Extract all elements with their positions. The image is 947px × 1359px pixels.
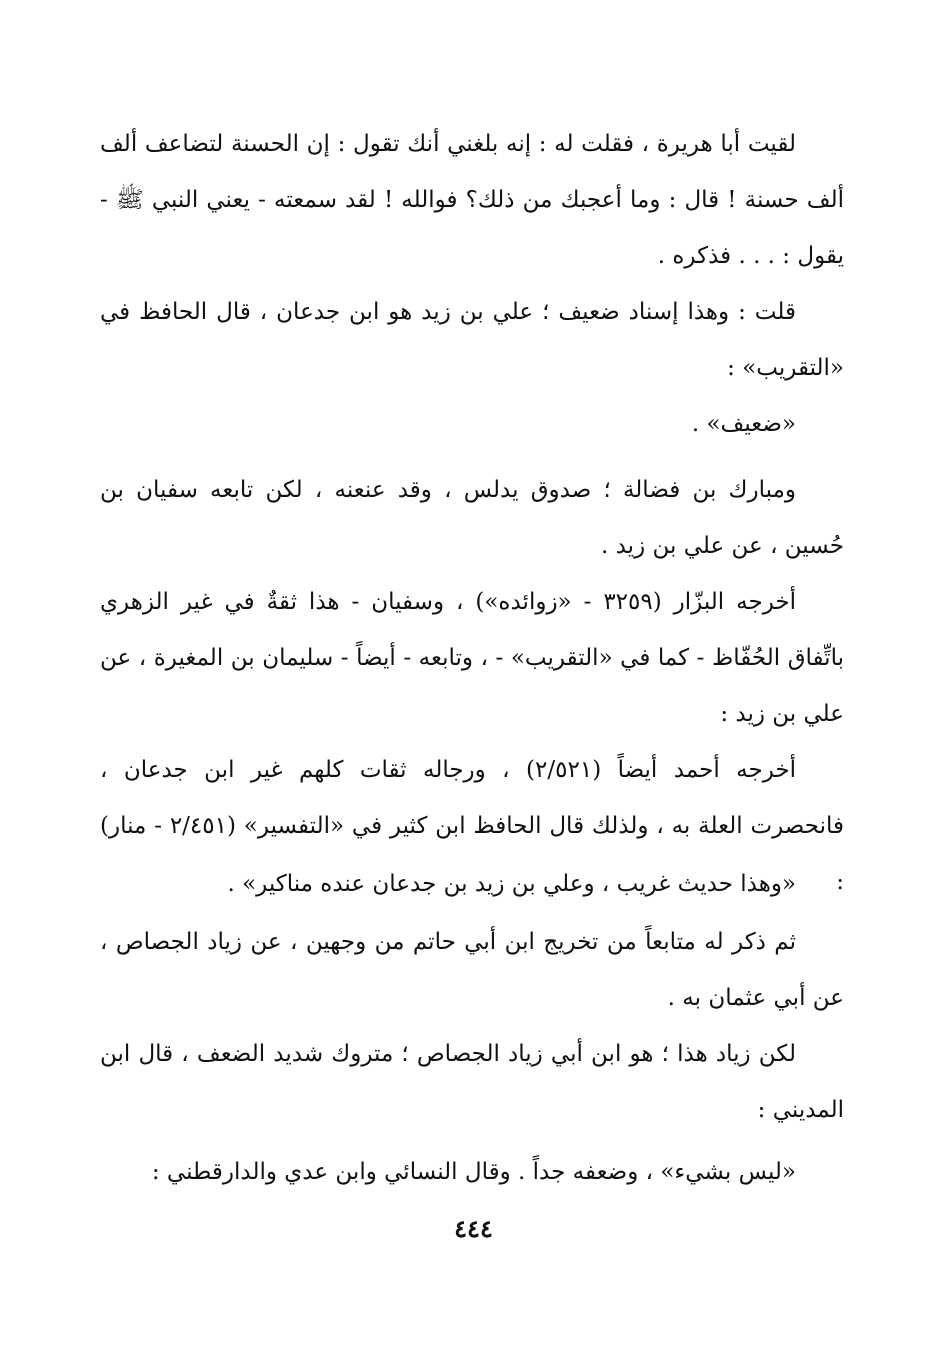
quote-daeef: «ضعيف» . — [691, 411, 796, 437]
paragraph-isnad-weak: قلت : وهذا إسناد ضعيف ؛ علي بن زيد هو ابن جدعان ، قال الحافظ في «التقريب» : — [100, 299, 844, 381]
paragraph-ahmad: أخرجه أحمد أيضاً (٢/٥٢١) ، ورجاله ثقات كلهم غير ابن جدعان ، فانحصرت العلة به ، ولذلك قال الحافظ ابن كثير في «التفسير» (٢/٤٥١ - منار) : — [100, 757, 844, 895]
paragraph-bazzar: أخرجه البزّار (٣٢٥٩ - «زوائده») ، وسفيان - هذا ثقةٌ في غير الزهري باتِّفاق الحُفّاظ - كما في «التقريب» - ، وتابعه - أيضاً - سليمان بن المغيرة ، عن علي بن زيد : — [100, 589, 844, 727]
quote-ibn-kathir: «وهذا حديث غريب ، وعلي بن زيد بن جدعان عنده مناكير» . — [227, 871, 796, 897]
quote-laysa-bishay: «ليس بشيء» ، وضعفه جداً . وقال النسائي وابن عدي والدارقطني : — [151, 1159, 796, 1185]
paragraph-ibn-abi-hatim: ثم ذكر له متابعاً من تخريج ابن أبي حاتم من وجهين ، عن زياد الجصاص ، عن أبي عثمان به . — [100, 929, 844, 1011]
paragraph-mubarak: ومبارك بن فضالة ؛ صدوق يدلس ، وقد عنعنه ، لكن تابعه سفيان بن حُسين ، عن علي بن زيد . — [100, 477, 844, 559]
page-number: ٤٤٤ — [454, 1214, 493, 1243]
paragraph-ziyad: لكن زياد هذا ؛ هو ابن أبي زياد الجصاص ؛ متروك شديد الضعف ، قال ابن المديني : — [100, 1041, 844, 1123]
paragraph-hadith-text: لقيت أبا هريرة ، فقلت له : إنه بلغني أنك تقول : إن الحسنة لتضاعف ألف ألف حسنة ! قال : وما أعجبك من ذلك؟ فوالله ! لقد سمعته - يعني النبي ﷺ - يقول : . . . فذكره . — [100, 131, 844, 269]
